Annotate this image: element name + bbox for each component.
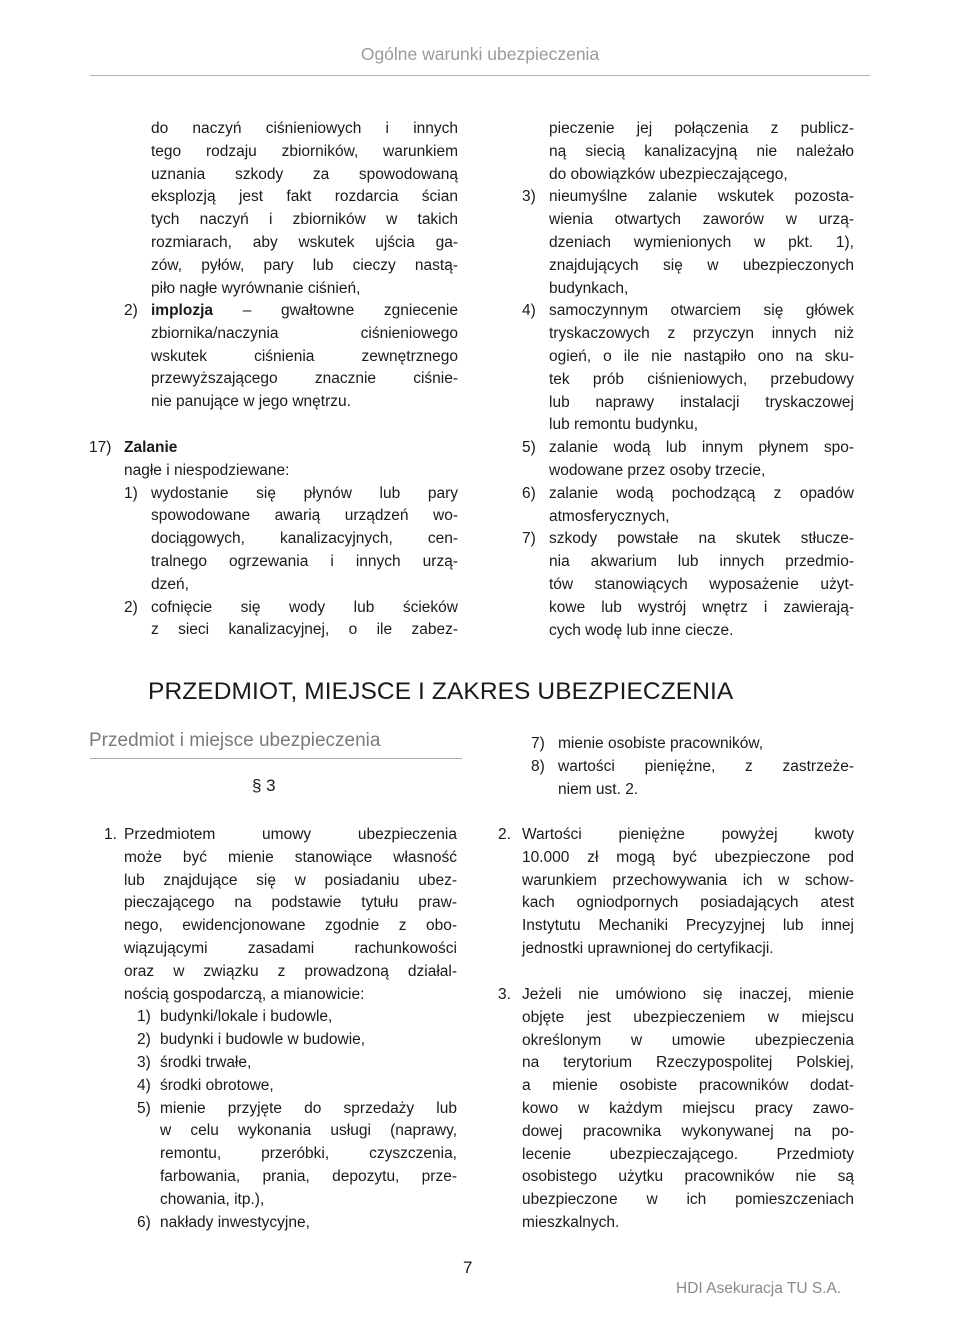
point-number: 3. <box>498 986 511 1003</box>
zalanie-continuation <box>522 118 854 186</box>
subsection-divider <box>90 758 462 759</box>
list-number: 7) <box>522 530 536 548</box>
list-item <box>137 1006 457 1029</box>
top-left-column <box>151 118 458 300</box>
text-line: lub remontu budynku, <box>549 416 699 434</box>
text-line: oraz w związku z prowadzoną działal- <box>124 962 457 980</box>
text-line: wiązującymi zasadami rachunkowości <box>124 939 457 957</box>
text-line: farbowania, prania, depozytu, prze- <box>160 1167 457 1185</box>
text-line: lecenie ubezpieczającego. Przedmioty <box>522 1145 854 1163</box>
list-number: 6) <box>522 484 536 502</box>
footer-company: HDI Asekuracja TU S.A. <box>676 1280 842 1297</box>
list-item <box>531 733 854 756</box>
text-line: nakłady inwestycyjne, <box>160 1213 310 1231</box>
text-line: przewyższającego znacznie ciśnie- <box>151 370 458 388</box>
list-number: 1) <box>137 1008 151 1026</box>
text-line: wydostanie się płynów lub pary <box>151 484 458 502</box>
list-item <box>522 528 854 642</box>
text-line: dzeń, <box>151 575 189 593</box>
term-definition-start: – gwałtowne zgniecenie <box>242 302 458 319</box>
text-line: do naczyń ciśnieniowych i innych <box>151 120 458 137</box>
text-line: mieszkalnych. <box>522 1213 620 1231</box>
list-number: 17) <box>89 439 112 456</box>
text-line: Instytutu Mechaniki Precyzyjnej lub innej <box>522 917 854 935</box>
text-line: nagłe i niespodziewane: <box>124 461 290 479</box>
list-number: 3) <box>137 1053 151 1071</box>
text-line: mienie osobiste pracowników, <box>558 735 764 752</box>
list-number: 2) <box>137 1031 151 1049</box>
text-line: pieczającego na podstawie tytułu praw- <box>124 894 457 912</box>
text-line: środki obrotowe, <box>160 1076 274 1094</box>
text-line: pieczenie jej połączenia z publicz- <box>549 120 854 137</box>
text-line: nie panujące w jego wnętrzu. <box>151 393 351 411</box>
point-number: 2. <box>498 826 511 843</box>
text-line: jednostki uprawnionej do certyfikacji. <box>522 939 774 957</box>
text-line: ogień, o ile nie nastąpiło ono na sku- <box>549 347 854 365</box>
list-number: 8) <box>531 757 545 775</box>
text-line: budynki/lokale i budowle, <box>160 1008 333 1026</box>
text-line: nego, ewidencjonowane zgodnie z obo- <box>124 917 457 935</box>
text-line: ną siecią kanalizacyjną nie należało <box>549 142 854 160</box>
text-line: tryskaczowych z przyczyn innych niż <box>549 325 854 343</box>
text-line: kowe lub wystrój wnętrz i zawierają- <box>549 598 854 616</box>
list-item <box>124 597 458 643</box>
text-line: chowania, itp.), <box>160 1190 265 1208</box>
point-number: 1. <box>104 826 117 843</box>
text-line: wartości pieniężne, z zastrzeże- <box>558 757 854 775</box>
text-line: Wartości pieniężne powyżej kwoty <box>522 826 854 843</box>
list-number: 2) <box>124 302 138 319</box>
text-line: dociągowych, kanalizacyjnych, cen- <box>151 530 458 548</box>
paragraph-mark: § 3 <box>252 776 276 795</box>
list-item <box>522 483 854 529</box>
subsection-title: Przedmiot i miejsce ubezpieczenia <box>89 730 381 751</box>
text-line: 10.000 zł mogą być ubezpieczone pod <box>522 848 854 866</box>
text-line: warunkiem przechowywania ich w schow- <box>522 871 854 889</box>
defined-term: Zalanie <box>124 439 178 456</box>
text-line: budynkach, <box>549 279 629 297</box>
text-line: uznania szkody za spowodowaną <box>151 165 458 183</box>
implozja-item <box>124 300 458 414</box>
text-line: budynki i budowle w budowie, <box>160 1031 366 1049</box>
list-item <box>137 1098 457 1212</box>
text-line: środki trwałe, <box>160 1053 252 1071</box>
text-line: mienie przyjęte do sprzedaży lub <box>160 1099 457 1117</box>
text-line: atmosferycznych, <box>549 507 670 525</box>
list-number: 2) <box>124 598 138 616</box>
text-line: a mienie osobiste pracowników dodat- <box>522 1077 854 1095</box>
text-line: kowo w każdym miejscu pracy zawo- <box>522 1099 854 1117</box>
text-line: nieumyślne zalanie wskutek pozosta- <box>549 188 854 206</box>
list-number: 7) <box>531 735 545 752</box>
text-line: nia akwarium lub innych przedmio- <box>549 553 854 571</box>
list-number: 5) <box>522 439 536 457</box>
top-right-column <box>522 118 854 642</box>
text-line: Jeżeli nie umówiono się inaczej, mienie <box>522 986 854 1003</box>
defined-term: implozja <box>151 302 214 319</box>
text-line: cofnięcie się wody lub ścieków <box>151 598 458 616</box>
text-line: na terytorium Rzeczypospolitej Polskiej, <box>522 1054 854 1072</box>
list-item <box>137 1029 457 1052</box>
text-line: niem ust. 2. <box>558 780 639 798</box>
text-line: eksplozją jest fakt rozdarcia ścian <box>151 188 458 206</box>
text-line: zów, pyłów, pary lub cieczy nastą- <box>151 256 458 274</box>
text-line: z sieci kanalizacyjnej, o ile zabez- <box>151 621 458 639</box>
point-2 <box>498 824 854 961</box>
text-line: zalanie wodą pochodzącą z opadów <box>549 484 854 502</box>
text-line: kach ogniodpornych posiadających atest <box>522 894 854 912</box>
text-line: piło nagłe wyrównanie ciśnień, <box>151 279 361 297</box>
list-item <box>137 1075 457 1098</box>
text-line: cych wodę lub inne ciecze. <box>549 621 734 639</box>
list-item <box>124 483 458 597</box>
text-line: zalanie wodą lub innym płynem spo- <box>549 439 854 457</box>
text-line: określonym w umowie ubezpieczenia <box>522 1031 854 1049</box>
text-line: samoczynnym otwarciem się główek <box>549 302 854 320</box>
list-item <box>531 756 854 802</box>
page-number: 7 <box>463 1258 473 1277</box>
text-line: tego rodzaju zbiorników, warunkiem <box>151 142 458 160</box>
right-list <box>531 733 854 801</box>
text-line: tów stanowiących wyposażenie użyt- <box>549 575 854 593</box>
text-line: tych naczyń i zbiorników w takich <box>151 211 458 229</box>
text-line: tralnego ogrzewania i innych urzą- <box>151 552 458 570</box>
list-item <box>522 300 854 437</box>
list-number: 1) <box>124 484 138 502</box>
list-number: 3) <box>522 188 536 206</box>
point-3 <box>498 984 854 1235</box>
text-line <box>151 300 458 323</box>
list-number: 5) <box>137 1099 151 1117</box>
list-number: 6) <box>137 1213 151 1231</box>
text-line: rozmiarach, aby wskutek ujścia ga- <box>151 233 458 251</box>
list-number: 4) <box>137 1076 151 1094</box>
list-item <box>137 1212 457 1235</box>
section-title: PRZEDMIOT, MIEJSCE I ZAKRES UBEZPIECZENIA <box>148 678 734 705</box>
text-line: objęte jest ubezpieczeniem w miejscu <box>522 1008 854 1026</box>
eksplozja-continuation <box>151 118 458 300</box>
point-1 <box>104 824 457 1234</box>
text-line: Przedmiotem umowy ubezpieczenia <box>124 826 457 843</box>
text-line: wskutek ciśnienia zewnętrznego <box>151 347 458 365</box>
list-number: 4) <box>522 302 536 320</box>
text-line: osobistego użytku pracowników nie są <box>522 1168 854 1186</box>
running-header-title: Ogólne warunki ubezpieczenia <box>360 44 600 64</box>
text-line: do obowiązków ubezpieczającego, <box>549 165 788 183</box>
list-item <box>137 1052 457 1075</box>
text-line: nością gospodarczą, a mianowicie: <box>124 985 365 1003</box>
text-line: dowej pracownika wykonywanej na po- <box>522 1122 854 1140</box>
text-line: remontu, przeróbki, czyszczenia, <box>160 1145 457 1163</box>
header-divider <box>90 75 870 76</box>
text-line: lub naprawy instalacji tryskaczowej <box>549 393 854 411</box>
text-line: dzeniach wymienionych w pkt. 1), <box>549 233 854 251</box>
text-line: tek prób ciśnieniowych, przebudowy <box>549 370 854 388</box>
text-line: ubezpieczone w ich pomieszczeniach <box>522 1191 854 1209</box>
text-line: wodowane przez osoby trzecie, <box>549 461 766 479</box>
text-line: lub znajdujące się w posiadaniu ubez- <box>124 871 457 889</box>
text-line: wienia otwartych zaworów w urzą- <box>549 211 854 229</box>
text-line: zbiornika/naczynia ciśnieniowego <box>151 324 458 342</box>
list-item <box>522 437 854 483</box>
text-line: szkody powstałe na skutek stłucze- <box>549 530 854 548</box>
text-line: może być mienie stanowiące własność <box>124 848 457 866</box>
list-item <box>522 186 854 300</box>
text-line: w celu wykonania usługi (naprawy, <box>160 1122 457 1140</box>
text-line: spowodowane awarią urządzeń wo- <box>151 507 458 525</box>
zalanie-item <box>89 437 458 642</box>
text-line: znajdujących się w ubezpieczonych <box>549 256 854 274</box>
